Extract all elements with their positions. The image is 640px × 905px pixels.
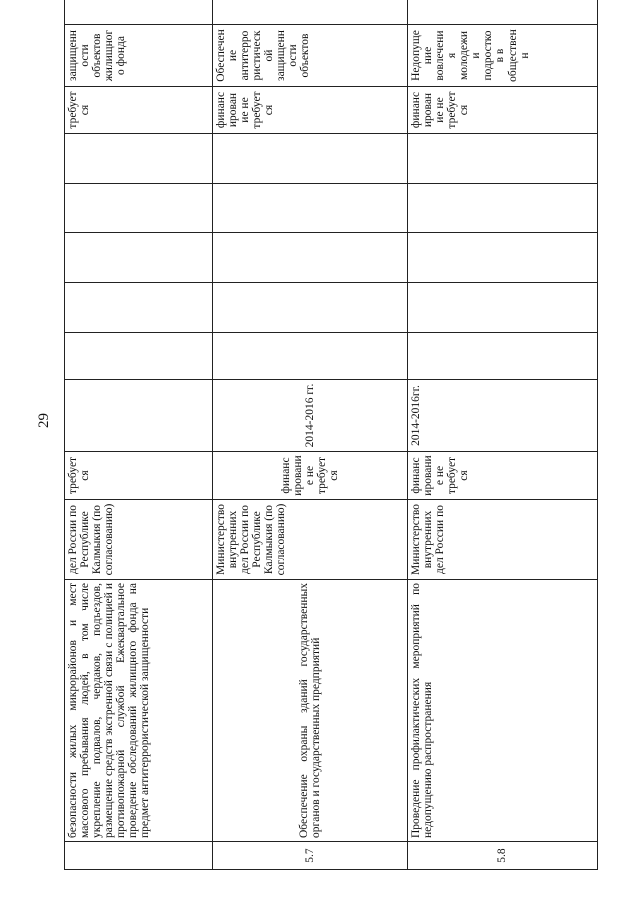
financing-cell: требуется — [65, 452, 213, 500]
table-row — [65, 0, 213, 870]
value-cell — [213, 184, 408, 233]
row-number: 5.8 — [408, 842, 598, 870]
value-cell — [408, 333, 598, 380]
executor-cell: Министерство внутренних дел России по — [408, 500, 598, 580]
financing-cell: финансирование не требуется — [408, 452, 598, 500]
value-cell — [65, 134, 213, 184]
executor-cell: Министерство внутренних дел России по Республике Калмыкия (по согласованию) — [213, 500, 408, 580]
table-row — [213, 0, 408, 870]
row-number — [65, 842, 213, 870]
page-number: 29 — [36, 413, 52, 428]
program-activities-table — [64, 0, 598, 870]
value-cell — [408, 184, 598, 233]
value-cell — [408, 134, 598, 184]
value-cell — [408, 283, 598, 333]
value-cell — [65, 184, 213, 233]
rotated-table-container — [64, 15, 604, 870]
value-cell — [213, 333, 408, 380]
result-cell: Недопущение вовлечения молодежи и подростков в общественн — [408, 25, 598, 87]
period-cell: 2014-2016 гг. — [213, 380, 408, 452]
period-cell — [65, 380, 213, 452]
period-cell: 2014-2016гг. — [408, 380, 598, 452]
financing-cell: финансирование не требуется — [213, 452, 408, 500]
value-cell — [213, 233, 408, 283]
activity-cell: Проведение профилактических мероприятий по недопущению распространения — [408, 580, 598, 842]
extra-cell — [408, 0, 598, 25]
activity-cell: безопасности жилых микрорайонов и мест массового пребывания людей, в том числе укрепление подвалов, чердаков, подъездов, размещение средств экстренной связи с полицией и противопожарной службой Ежеквартальное проведение обследований жилищного фонда на предмет антитеррористической защищенности — [65, 580, 213, 842]
value-cell — [213, 134, 408, 184]
value-cell — [213, 283, 408, 333]
activity-cell: Обеспечение охраны зданий государственных органов и государственных предприятий — [213, 580, 408, 842]
executor-cell: дел России по Республике Калмыкия (по согласованию) — [65, 500, 213, 580]
funding-note-cell: финансирование не требуется — [408, 87, 598, 134]
value-cell — [65, 283, 213, 333]
result-cell: Обеспечение антитеррористической защищенности объектов — [213, 25, 408, 87]
value-cell — [65, 233, 213, 283]
funding-note-cell: требуется — [65, 87, 213, 134]
row-number: 5.7 — [213, 842, 408, 870]
value-cell — [65, 333, 213, 380]
table-row — [408, 0, 598, 870]
value-cell — [408, 233, 598, 283]
result-cell: защищенности объектов жилищного фонда — [65, 25, 213, 87]
funding-note-cell: финансирование не требуется — [213, 87, 408, 134]
extra-cell — [65, 0, 213, 25]
extra-cell — [213, 0, 408, 25]
